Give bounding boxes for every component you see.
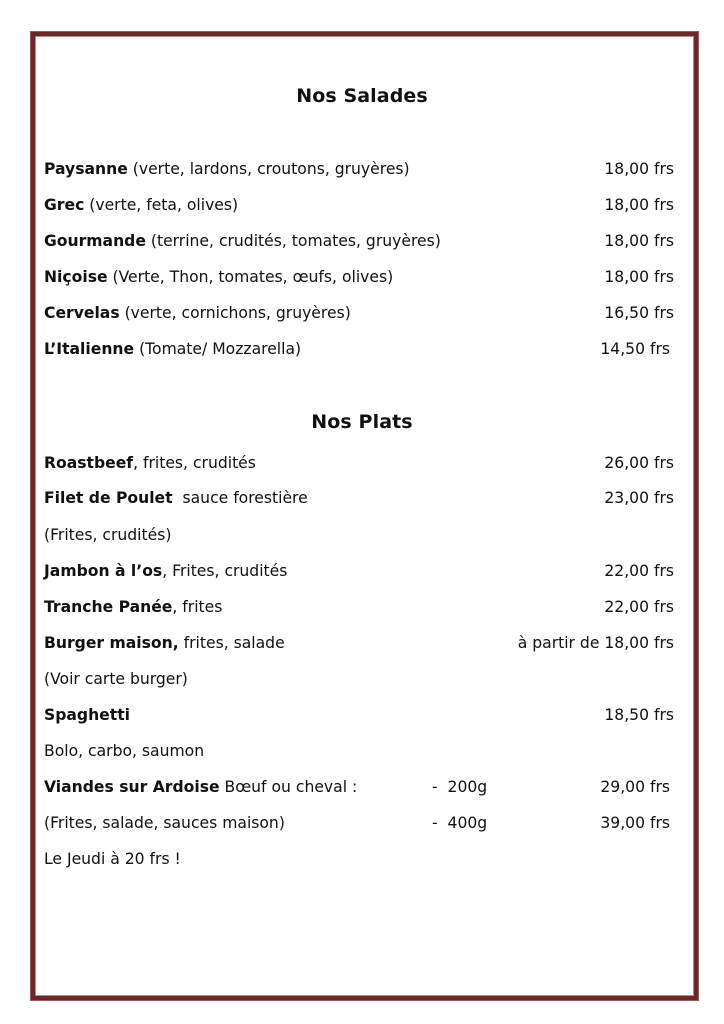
salade-item (44, 301, 676, 325)
plat-price: 26,00 frs (604, 454, 674, 472)
plat-note-text: (Voir carte burger) (44, 670, 188, 688)
plat-desc: frites, salade (178, 634, 285, 652)
salade-item (44, 265, 676, 289)
salade-item (44, 193, 676, 217)
salade-price: 18,00 frs (604, 160, 674, 178)
salade-name: Paysanne (44, 160, 128, 178)
salade-name: Niçoise (44, 268, 108, 286)
salades-heading: Nos Salades (296, 85, 428, 107)
plat-desc: , Frites, crudités (162, 562, 288, 580)
salade-desc: (Verte, Thon, tomates, œufs, olives) (107, 268, 394, 286)
plat-price: 22,00 frs (604, 598, 674, 616)
plat-name: Spaghetti (44, 706, 131, 724)
salade-name: L’Italienne (44, 340, 135, 358)
plat-item-jambon (44, 559, 676, 583)
salade-price: 14,50 frs (600, 340, 670, 358)
plat-desc: sauce forestière (172, 489, 308, 507)
plat-name: Jambon à l’os (44, 562, 163, 580)
plat-item-ardoise (44, 775, 676, 799)
jeudi-offer-text: Le Jeudi à 20 frs ! (44, 850, 181, 868)
plat-name: Roastbeef (44, 454, 134, 472)
plat-item-spaghetti (44, 703, 676, 727)
plat-note (44, 523, 676, 547)
plat-price: 23,00 frs (604, 489, 674, 507)
plat-price: 39,00 frs (600, 814, 670, 832)
plat-name: Filet de Poulet (44, 489, 173, 507)
salade-desc: (verte, cornichons, gruyères) (119, 304, 351, 322)
salade-desc: (verte, feta, olives) (84, 196, 239, 214)
plat-note-text: (Frites, salade, sauces maison) (44, 814, 285, 832)
plat-price: à partir de 18,00 frs (517, 634, 674, 652)
salade-desc: (terrine, crudités, tomates, gruyères) (145, 232, 441, 250)
salade-price: 18,00 frs (604, 268, 674, 286)
plat-note-text: Bolo, carbo, saumon (44, 742, 205, 760)
plat-desc: , frites, crudités (133, 454, 256, 472)
plat-name: Viandes sur Ardoise (44, 778, 220, 796)
jeudi-offer (44, 847, 676, 871)
plat-item-roastbeef (44, 451, 676, 475)
salade-desc: (verte, lardons, croutons, gruyères) (127, 160, 410, 178)
plat-price: 29,00 frs (600, 778, 670, 796)
salade-name: Gourmande (44, 232, 146, 250)
plat-item-burger (44, 631, 676, 655)
salade-name: Cervelas (44, 304, 120, 322)
plat-item-tranche (44, 595, 676, 619)
plat-note-text: (Frites, crudités) (44, 526, 172, 544)
salade-price: 16,50 frs (604, 304, 674, 322)
plat-name: Burger maison, (44, 634, 179, 652)
salade-desc: (Tomate/ Mozzarella) (134, 340, 302, 358)
salade-item (44, 337, 676, 361)
plat-weight: - 400g (432, 814, 488, 832)
plat-desc: , frites (172, 598, 223, 616)
plat-note (44, 739, 676, 763)
plats-heading: Nos Plats (311, 411, 413, 433)
salade-price: 18,00 frs (604, 232, 674, 250)
plat-note (44, 667, 676, 691)
plat-item-poulet (44, 486, 676, 510)
salade-item (44, 229, 676, 253)
salade-name: Grec (44, 196, 85, 214)
plat-name: Tranche Panée (44, 598, 173, 616)
plat-weight: - 200g (432, 778, 488, 796)
plat-item-ardoise-2 (44, 811, 676, 835)
plat-price: 18,50 frs (604, 706, 674, 724)
salade-price: 18,00 frs (604, 196, 674, 214)
salade-item (44, 157, 676, 181)
plat-desc: Bœuf ou cheval : (219, 778, 358, 796)
plat-price: 22,00 frs (604, 562, 674, 580)
